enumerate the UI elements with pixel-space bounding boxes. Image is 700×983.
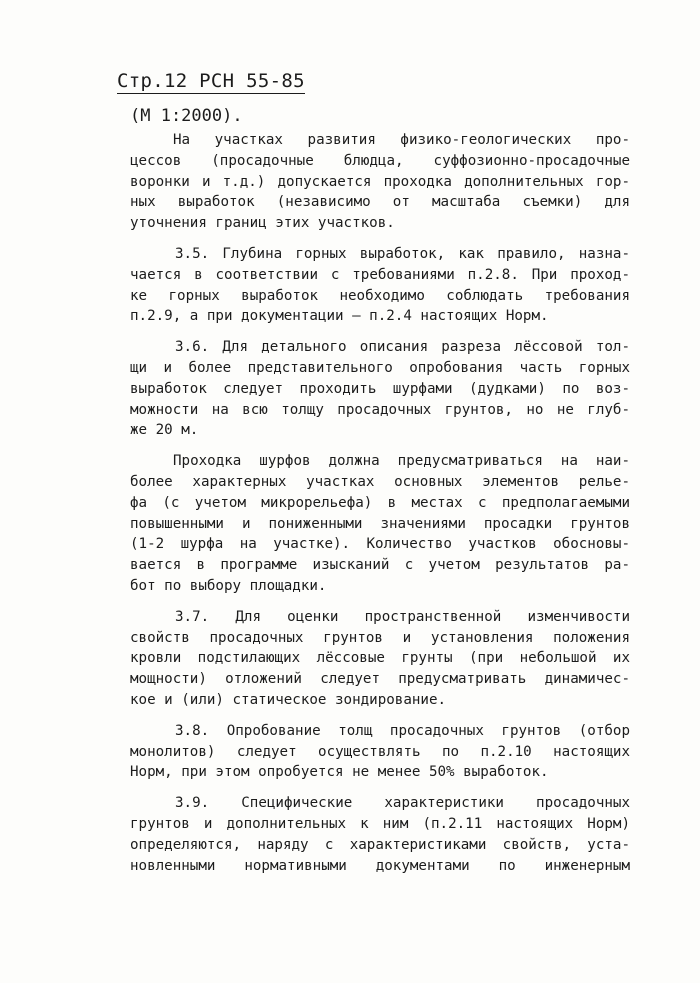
text-line: бот по выбору площадки. bbox=[130, 577, 327, 594]
text-line: 3.7. Для оценки пространственной изменчивости bbox=[175, 608, 630, 625]
text-line: 3.9. Специфические характеристики просадочных bbox=[175, 795, 630, 812]
text-line: цессов (просадочные блюдца, суффозионно-просадочные bbox=[130, 152, 630, 169]
text-line: новленными нормативными документами по инженерным bbox=[130, 857, 630, 874]
paragraph-3-7 bbox=[130, 607, 630, 711]
paragraph-intro bbox=[130, 130, 630, 234]
text-line: ке горных выработок необходимо соблюдать требования bbox=[130, 287, 630, 304]
text-line: свойств просадочных грунтов и установления положения bbox=[130, 629, 630, 646]
text-line: 3.5. Глубина горных выработок, как правило, назна- bbox=[175, 245, 630, 262]
text-line: (1-2 шурфа на участке). Количество участков обосновы- bbox=[130, 536, 630, 553]
paragraph-3-9 bbox=[130, 793, 630, 876]
text-line: можности на всю толщу просадочных грунтов, но не глуб- bbox=[130, 401, 630, 418]
text-line: кое и (или) статическое зондирование. bbox=[130, 691, 447, 708]
text-line: чается в соответствии с требованиями п.2.8. При проход- bbox=[130, 266, 630, 283]
text-line: п.2.9, а при документации – п.2.4 настоящих Норм. bbox=[130, 308, 549, 325]
text-line: щи и более представительного опробования часть горных bbox=[130, 359, 630, 376]
text-line: кровли подстилающих лёссовые грунты (при небольшой их bbox=[130, 650, 630, 667]
text-line: Проходка шурфов должна предусматриваться на наи- bbox=[173, 453, 630, 470]
text-line: выработок следует проходить шурфами (дудками) по воз- bbox=[130, 380, 630, 397]
paragraph-3-6 bbox=[130, 337, 630, 441]
page-header: Стр.12 РСН 55-85 bbox=[117, 70, 305, 92]
paragraph-3-5 bbox=[130, 244, 630, 327]
text-line: уточнения границ этих участков. bbox=[130, 215, 395, 232]
text-line: грунтов и дополнительных к ним (п.2.11 настоящих Норм) bbox=[130, 815, 630, 832]
text-line: ных выработок (независимо от масштаба съемки) для bbox=[130, 194, 630, 211]
scale-note: (М 1:2000). bbox=[130, 106, 243, 126]
text-line: определяются, наряду с характеристиками свойств, уста- bbox=[130, 836, 630, 853]
text-line: монолитов) следует осуществлять по п.2.10 настоящих bbox=[130, 743, 630, 760]
text-line: мощности) отложений следует предусматривать динамичес- bbox=[130, 671, 630, 688]
document-body bbox=[130, 104, 630, 876]
text-line: воронки и т.д.) допускается проходка дополнительных гор- bbox=[130, 173, 630, 190]
text-line: 3.6. Для детального описания разреза лёссовой тол- bbox=[175, 339, 630, 356]
text-line: Норм, при этом опробуется не менее 50% выработок. bbox=[130, 764, 549, 781]
text-line: же 20 м. bbox=[130, 422, 199, 439]
text-line: На участках развития физико-геологических про- bbox=[173, 132, 630, 148]
paragraph-3-6-shafts bbox=[130, 451, 630, 597]
text-line: фа (с учетом микрорельефа) в местах с предполагаемыми bbox=[130, 494, 630, 511]
text-line: повышенными и пониженными значениями просадки грунтов bbox=[130, 515, 630, 532]
text-line: более характерных участках основных элементов релье- bbox=[130, 473, 630, 490]
text-line: вается в программе изысканий с учетом результатов ра- bbox=[130, 557, 630, 574]
text-line: 3.8. Опробование толщ просадочных грунтов (отбор bbox=[175, 722, 630, 739]
paragraph-3-8 bbox=[130, 721, 630, 783]
